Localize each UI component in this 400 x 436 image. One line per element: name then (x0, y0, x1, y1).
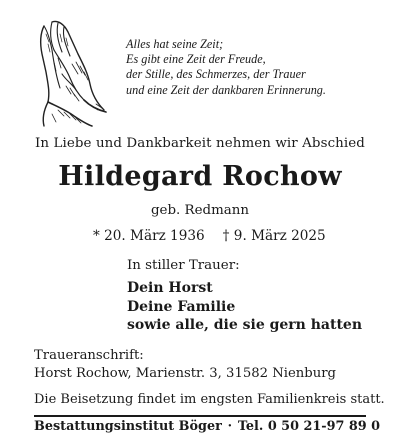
deceased-name: Hildegard Rochow (58, 161, 342, 192)
farewell-intro: In Liebe und Dankbarkeit nehmen wir Abschied (35, 136, 365, 151)
poem-line: Alles hat seine Zeit; (126, 37, 224, 51)
praying-hands-icon (14, 14, 110, 130)
mourner-name: Deine Familie (127, 298, 236, 315)
address-label: Traueranschrift: (34, 348, 144, 363)
funeral-home-footer (34, 415, 380, 436)
mourner-name: sowie alle, die sie gern hatten (127, 317, 362, 333)
poem-line: der Stille, des Schmerzes, der Trauer (126, 67, 306, 82)
mourners-list (127, 279, 362, 335)
funeral-home-phone: Tel. 0 50 21-97 89 0 (237, 419, 380, 434)
poem-line: Es gibt eine Zeit der Freude, (126, 52, 266, 67)
death-date: † 9. März 2025 (222, 228, 326, 244)
footer-separator: · (227, 419, 233, 434)
life-dates (93, 228, 326, 244)
poem (126, 37, 396, 98)
funeral-home-name: Bestattungsinstitut Böger (34, 419, 222, 434)
burial-notice: Die Beisetzung findet im engsten Familienkreis statt. (34, 392, 385, 407)
birth-date: * 20. März 1936 (93, 228, 205, 244)
mourning-label: In stiller Trauer: (127, 258, 240, 273)
address-line: Horst Rochow, Marienstr. 3, 31582 Nienburg (34, 366, 336, 381)
poem-line: und eine Zeit der dankbaren Erinnerung. (126, 82, 326, 97)
mourner-name: Dein Horst (127, 280, 213, 296)
mourning-address (34, 347, 336, 383)
maiden-name: geb. Redmann (150, 203, 250, 218)
